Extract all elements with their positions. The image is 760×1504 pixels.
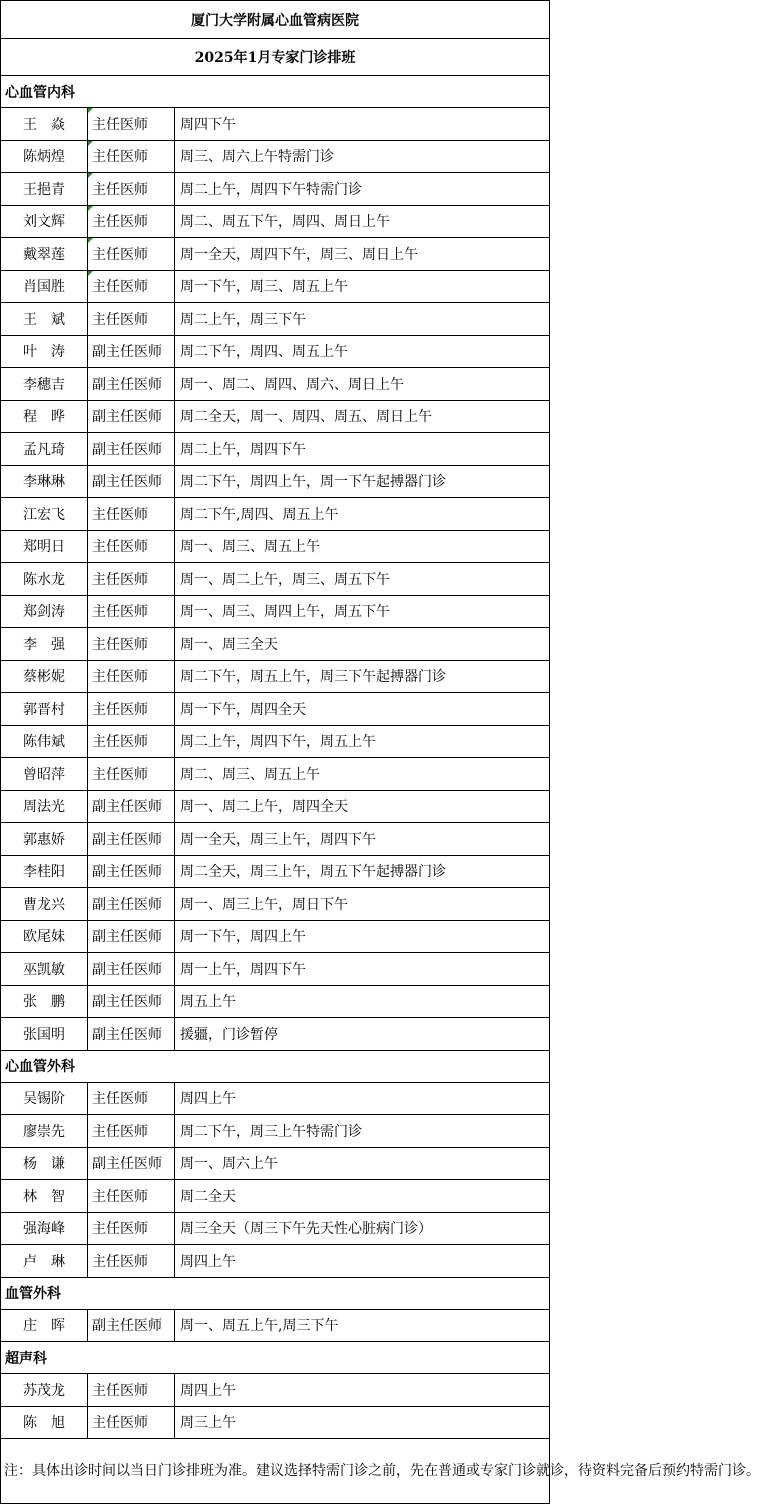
doctor-name: 吴锡阶 <box>1 1082 88 1115</box>
doctor-row <box>1 985 550 1018</box>
doctor-name: 陈伟斌 <box>1 725 88 758</box>
doctor-title <box>88 823 175 856</box>
comment-marker-icon <box>88 141 93 146</box>
clinic-schedule: 援疆，门诊暂停 <box>175 1018 550 1051</box>
doctor-title <box>88 303 175 336</box>
doctor-title <box>88 205 175 238</box>
clinic-schedule: 周三全天（周三下午先天性心脏病门诊） <box>175 1212 550 1245</box>
doctor-row <box>1 400 550 433</box>
doctor-name: 程 晔 <box>1 400 88 433</box>
doctor-title <box>88 1115 175 1148</box>
doctor-title <box>88 400 175 433</box>
hospital-name: 厦门大学附属心血管病医院 <box>1 1 550 39</box>
doctor-title <box>88 108 175 141</box>
doctor-row <box>1 1082 550 1115</box>
doctor-title-text: 主任医师 <box>92 766 148 783</box>
doctor-title-text: 主任医师 <box>92 181 148 198</box>
clinic-schedule: 周四上午 <box>175 1245 550 1278</box>
department-name: 心血管内科 <box>1 76 550 108</box>
doctor-title-text: 主任医师 <box>92 1253 148 1270</box>
doctor-name: 张国明 <box>1 1018 88 1051</box>
doctor-title-text: 主任医师 <box>92 1415 148 1432</box>
department-name: 超声科 <box>1 1342 550 1374</box>
clinic-schedule: 周一、周二上午，周三、周五下午 <box>175 563 550 596</box>
clinic-schedule: 周二、周三、周五上午 <box>175 758 550 791</box>
doctor-name: 苏茂龙 <box>1 1374 88 1407</box>
doctor-row <box>1 1374 550 1407</box>
doctor-title <box>88 270 175 303</box>
clinic-schedule: 周一、周二、周四、周六、周日上午 <box>175 368 550 401</box>
doctor-title-text: 主任医师 <box>92 636 148 653</box>
doctor-title <box>88 595 175 628</box>
clinic-schedule: 周一全天，周四下午，周三、周日上午 <box>175 238 550 271</box>
department-row <box>1 1050 550 1082</box>
doctor-row <box>1 953 550 986</box>
doctor-name: 郭惠娇 <box>1 823 88 856</box>
doctor-row <box>1 660 550 693</box>
clinic-schedule: 周二下午，周四、周五上午 <box>175 335 550 368</box>
doctor-title <box>88 530 175 563</box>
doctor-row <box>1 433 550 466</box>
doctor-title <box>88 985 175 1018</box>
clinic-schedule: 周五上午 <box>175 985 550 1018</box>
doctor-row <box>1 1245 550 1278</box>
clinic-schedule: 周一上午，周四下午 <box>175 953 550 986</box>
doctor-row <box>1 1212 550 1245</box>
doctor-title <box>88 1018 175 1051</box>
doctor-title-text: 主任医师 <box>92 506 148 523</box>
footer-row <box>1 1439 550 1504</box>
doctor-title-text: 主任医师 <box>92 604 148 621</box>
doctor-row <box>1 1018 550 1051</box>
clinic-schedule: 周一、周三上午，周日下午 <box>175 888 550 921</box>
doctor-name: 张 鹏 <box>1 985 88 1018</box>
doctor-title <box>88 920 175 953</box>
clinic-schedule: 周四下午 <box>175 108 550 141</box>
clinic-schedule: 周二下午，周四上午，周一下午起搏器门诊 <box>175 465 550 498</box>
doctor-row <box>1 920 550 953</box>
department-name: 心血管外科 <box>1 1050 550 1082</box>
doctor-row <box>1 855 550 888</box>
doctor-title <box>88 173 175 206</box>
comment-marker-icon <box>88 173 93 178</box>
doctor-name: 戴翠莲 <box>1 238 88 271</box>
doctor-row <box>1 270 550 303</box>
doctor-row <box>1 1180 550 1213</box>
doctor-title <box>88 335 175 368</box>
doctor-name: 郑剑涛 <box>1 595 88 628</box>
doctor-title <box>88 1180 175 1213</box>
doctor-title <box>88 1406 175 1439</box>
doctor-row <box>1 1406 550 1439</box>
clinic-schedule: 周二上午，周四下午 <box>175 433 550 466</box>
doctor-name: 郑明日 <box>1 530 88 563</box>
clinic-schedule: 周三上午 <box>175 1406 550 1439</box>
doctor-row <box>1 335 550 368</box>
doctor-row <box>1 368 550 401</box>
doctor-name: 李琳琳 <box>1 465 88 498</box>
clinic-schedule: 周二上午，周四下午特需门诊 <box>175 173 550 206</box>
doctor-name: 杨 谦 <box>1 1147 88 1180</box>
doctor-name: 王 斌 <box>1 303 88 336</box>
clinic-schedule: 周一下午，周四上午 <box>175 920 550 953</box>
clinic-schedule: 周三、周六上午特需门诊 <box>175 140 550 173</box>
subtitle-row <box>1 39 550 76</box>
doctor-title-text: 副主任医师 <box>92 961 162 978</box>
doctor-title-text: 主任医师 <box>92 734 148 751</box>
doctor-title <box>88 725 175 758</box>
doctor-name: 李桂阳 <box>1 855 88 888</box>
doctor-title-text: 主任医师 <box>92 571 148 588</box>
doctor-title-text: 主任医师 <box>92 1221 148 1238</box>
comment-marker-icon <box>88 206 93 211</box>
clinic-schedule: 周一下午，周三、周五上午 <box>175 270 550 303</box>
doctor-row <box>1 205 550 238</box>
clinic-schedule: 周一、周三、周四上午，周五下午 <box>175 595 550 628</box>
doctor-title <box>88 1082 175 1115</box>
doctor-row <box>1 888 550 921</box>
doctor-title <box>88 888 175 921</box>
doctor-row <box>1 140 550 173</box>
doctor-title <box>88 758 175 791</box>
doctor-row <box>1 238 550 271</box>
doctor-row <box>1 173 550 206</box>
clinic-schedule: 周二下午，周五上午，周三下午起搏器门诊 <box>175 660 550 693</box>
clinic-schedule: 周一、周二上午，周四全天 <box>175 790 550 823</box>
doctor-name: 曾昭萍 <box>1 758 88 791</box>
clinic-schedule: 周一、周五上午,周三下午 <box>175 1309 550 1342</box>
doctor-title-text: 主任医师 <box>92 246 148 263</box>
doctor-title-text: 副主任医师 <box>92 409 162 426</box>
doctor-title-text: 副主任医师 <box>92 344 162 361</box>
doctor-name: 周法光 <box>1 790 88 823</box>
doctor-name: 蔡彬妮 <box>1 660 88 693</box>
title-row <box>1 1 550 39</box>
doctor-title <box>88 238 175 271</box>
doctor-title-text: 副主任医师 <box>92 1156 162 1173</box>
doctor-row <box>1 790 550 823</box>
doctor-title <box>88 433 175 466</box>
doctor-row <box>1 303 550 336</box>
doctor-title-text: 副主任医师 <box>92 831 162 848</box>
doctor-title-text: 主任医师 <box>92 311 148 328</box>
doctor-name: 庄 晖 <box>1 1309 88 1342</box>
doctor-title-text: 主任医师 <box>92 214 148 231</box>
doctor-title <box>88 1212 175 1245</box>
doctor-name: 叶 涛 <box>1 335 88 368</box>
doctor-name: 林 智 <box>1 1180 88 1213</box>
doctor-title-text: 主任医师 <box>92 116 148 133</box>
doctor-title-text: 副主任医师 <box>92 864 162 881</box>
doctor-title-text: 副主任医师 <box>92 994 162 1011</box>
doctor-name: 王挹青 <box>1 173 88 206</box>
doctor-name: 欧尾妹 <box>1 920 88 953</box>
footer-note: 注：具体出诊时间以当日门诊排班为准。建议选择特需门诊之前，先在普通或专家门诊就诊，待资料完备后预约特需门诊。 <box>1 1439 550 1504</box>
clinic-schedule: 周一、周三、周五上午 <box>175 530 550 563</box>
doctor-row <box>1 725 550 758</box>
doctor-name: 孟凡琦 <box>1 433 88 466</box>
department-row <box>1 1342 550 1374</box>
doctor-title-text: 主任医师 <box>92 669 148 686</box>
doctor-title <box>88 368 175 401</box>
doctor-name: 刘文辉 <box>1 205 88 238</box>
doctor-name: 江宏飞 <box>1 498 88 531</box>
doctor-title <box>88 465 175 498</box>
clinic-schedule: 周二下午，周三上午特需门诊 <box>175 1115 550 1148</box>
department-row <box>1 76 550 108</box>
doctor-name: 强海峰 <box>1 1212 88 1245</box>
doctor-row <box>1 1309 550 1342</box>
doctor-title-text: 主任医师 <box>92 1188 148 1205</box>
clinic-schedule: 周四上午 <box>175 1082 550 1115</box>
doctor-title <box>88 563 175 596</box>
doctor-title-text: 主任医师 <box>92 1382 148 1399</box>
doctor-name: 陈水龙 <box>1 563 88 596</box>
doctor-title <box>88 693 175 726</box>
doctor-row <box>1 465 550 498</box>
doctor-name: 巫凯敏 <box>1 953 88 986</box>
clinic-schedule: 周二、周五下午，周四、周日上午 <box>175 205 550 238</box>
doctor-name: 陈 旭 <box>1 1406 88 1439</box>
doctor-name: 李 强 <box>1 628 88 661</box>
clinic-schedule: 周一、周三全天 <box>175 628 550 661</box>
doctor-row <box>1 108 550 141</box>
doctor-name: 李穗吉 <box>1 368 88 401</box>
doctor-title-text: 副主任医师 <box>92 896 162 913</box>
doctor-row <box>1 498 550 531</box>
doctor-title <box>88 1309 175 1342</box>
doctor-row <box>1 1147 550 1180</box>
doctor-name: 廖崇先 <box>1 1115 88 1148</box>
doctor-title <box>88 1374 175 1407</box>
doctor-name: 肖国胜 <box>1 270 88 303</box>
doctor-title-text: 主任医师 <box>92 539 148 556</box>
doctor-title <box>88 628 175 661</box>
doctor-title <box>88 1147 175 1180</box>
doctor-title-text: 副主任医师 <box>92 799 162 816</box>
clinic-schedule: 周四上午 <box>175 1374 550 1407</box>
clinic-schedule: 周二全天 <box>175 1180 550 1213</box>
doctor-title <box>88 790 175 823</box>
clinic-schedule: 周二全天，周三上午，周五下午起搏器门诊 <box>175 855 550 888</box>
doctor-title-text: 副主任医师 <box>92 1026 162 1043</box>
doctor-name: 陈炳煌 <box>1 140 88 173</box>
clinic-schedule: 周一下午，周四全天 <box>175 693 550 726</box>
doctor-title <box>88 1245 175 1278</box>
doctor-title-text: 主任医师 <box>92 279 148 296</box>
doctor-title <box>88 953 175 986</box>
doctor-name: 曹龙兴 <box>1 888 88 921</box>
doctor-name: 郭晋村 <box>1 693 88 726</box>
clinic-schedule: 周二下午,周四、周五上午 <box>175 498 550 531</box>
comment-marker-icon <box>88 271 93 276</box>
doctor-name: 王 焱 <box>1 108 88 141</box>
doctor-row <box>1 758 550 791</box>
doctor-name: 卢 琳 <box>1 1245 88 1278</box>
doctor-row <box>1 823 550 856</box>
doctor-title <box>88 140 175 173</box>
doctor-title-text: 副主任医师 <box>92 1318 162 1335</box>
comment-marker-icon <box>88 238 93 243</box>
clinic-schedule: 周一全天，周三上午，周四下午 <box>175 823 550 856</box>
clinic-schedule: 周二上午，周三下午 <box>175 303 550 336</box>
doctor-title <box>88 660 175 693</box>
doctor-title-text: 主任医师 <box>92 1091 148 1108</box>
doctor-row <box>1 1115 550 1148</box>
department-name: 血管外科 <box>1 1277 550 1309</box>
doctor-title-text: 主任医师 <box>92 1123 148 1140</box>
doctor-title-text: 副主任医师 <box>92 929 162 946</box>
doctor-row <box>1 530 550 563</box>
doctor-title-text: 主任医师 <box>92 149 148 166</box>
doctor-title-text: 副主任医师 <box>92 376 162 393</box>
doctor-row <box>1 563 550 596</box>
doctor-title-text: 主任医师 <box>92 701 148 718</box>
clinic-schedule: 周一、周六上午 <box>175 1147 550 1180</box>
clinic-schedule: 周二全天，周一、周四、周五、周日上午 <box>175 400 550 433</box>
doctor-row <box>1 693 550 726</box>
doctor-title <box>88 855 175 888</box>
department-row <box>1 1277 550 1309</box>
doctor-title <box>88 498 175 531</box>
doctor-row <box>1 595 550 628</box>
schedule-title: 2025年1月专家门诊排班 <box>1 39 550 76</box>
doctor-row <box>1 628 550 661</box>
comment-marker-icon <box>88 108 93 113</box>
doctor-title-text: 副主任医师 <box>92 474 162 491</box>
clinic-schedule: 周二上午，周四下午，周五上午 <box>175 725 550 758</box>
doctor-title-text: 副主任医师 <box>92 441 162 458</box>
